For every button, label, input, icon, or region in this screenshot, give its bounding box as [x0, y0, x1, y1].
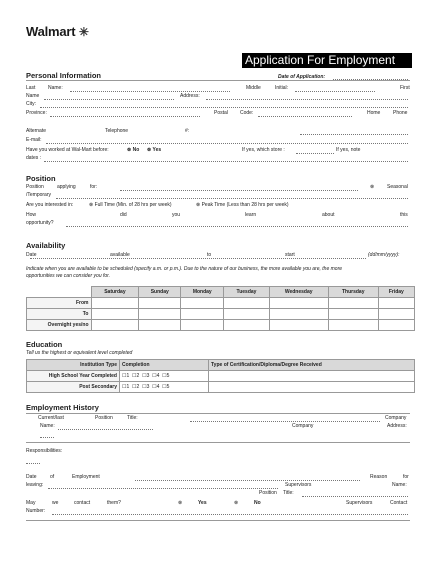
how-label: How — [26, 212, 37, 218]
day-header: Wednesday — [269, 287, 328, 298]
seasonal-label: Seasonal — [387, 184, 408, 190]
cell-input[interactable] — [378, 320, 414, 331]
telephone-label: Telephone — [105, 128, 129, 134]
day-header: Thursday — [328, 287, 378, 298]
spark-icon: ✳ — [78, 25, 89, 39]
worked-before-no-option[interactable]: ⊗ No — [127, 147, 140, 153]
cell-input[interactable] — [269, 309, 328, 320]
cell-input[interactable] — [139, 320, 181, 331]
table-row — [27, 298, 415, 309]
completion-options[interactable]: ☐1 ☐2 ☐3 ☐4 ☐5 — [120, 371, 209, 382]
day-header: Saturday — [91, 287, 139, 298]
contact-yes-radio[interactable] — [178, 500, 182, 506]
cell-input[interactable] — [328, 320, 378, 331]
date-format-label: (dd/mm/yyyy): — [368, 252, 400, 258]
first-name-field[interactable] — [44, 99, 174, 100]
interested-label: Are you interested in: — [26, 202, 74, 208]
them-label: them? — [107, 500, 121, 506]
education-note: Tell us the highest or equivalent level completed — [26, 350, 133, 356]
radio-icon: ⊗ — [89, 202, 94, 208]
supervisors2-label: Supervisors — [346, 500, 373, 506]
about-label: about — [322, 212, 335, 218]
row-label: To — [27, 309, 92, 320]
divider — [26, 442, 410, 443]
home-label: Home — [367, 110, 381, 116]
supervisor-title-field[interactable] — [302, 496, 408, 497]
supervisors-label: Supervisors — [285, 482, 312, 488]
city-label: City: — [26, 101, 36, 107]
reason-label: Reason — [370, 474, 388, 480]
cell-input[interactable] — [181, 309, 224, 320]
postal-label: Postal — [214, 110, 228, 116]
radio-icon: ⊗ — [196, 202, 201, 208]
of-label: of — [50, 474, 55, 480]
cell-input[interactable] — [328, 309, 378, 320]
leaving-label: leaving: — [26, 482, 44, 488]
day-header: Sunday — [139, 287, 181, 298]
availability-heading: Availability — [26, 241, 66, 250]
empty-header — [27, 287, 92, 298]
date-of-application-label: Date of Application: — [278, 74, 326, 80]
peak-time-option[interactable]: ⊗ Peak Time (Less than 28 hrs per week) — [196, 202, 289, 208]
responsibilities-field[interactable] — [26, 463, 40, 464]
table-row — [27, 382, 415, 393]
institution-header: Institution Type — [27, 360, 120, 371]
divider — [26, 80, 410, 81]
which-store-label: If yes, which store : — [242, 147, 285, 153]
page-title: Application For Employment — [242, 53, 412, 68]
personal-info-heading: Personal Information — [26, 71, 102, 80]
postal-code-field[interactable] — [258, 116, 352, 117]
reason-leaving-field[interactable] — [48, 488, 278, 489]
opportunity-field[interactable] — [66, 226, 408, 227]
table-row — [27, 309, 415, 320]
certification-header: Type of Certification/Diploma/Degree Received — [209, 360, 415, 371]
cell-input[interactable] — [181, 298, 224, 309]
applying-label: applying — [57, 184, 76, 190]
table-row — [27, 371, 415, 382]
full-time-option[interactable]: ⊗ Full Time (Min. of 28 hrs per week) — [89, 202, 172, 208]
phone-label: Phone — [393, 110, 408, 116]
we-label: we — [52, 500, 59, 506]
address-field[interactable] — [206, 99, 408, 100]
row-label: Overnight yes/no — [27, 320, 92, 331]
contact-number-field[interactable] — [52, 514, 408, 515]
cell-input[interactable] — [378, 298, 414, 309]
table-row — [27, 360, 415, 371]
radio-icon: ⊗ — [178, 500, 183, 506]
dates-field[interactable] — [44, 161, 408, 162]
cell-input[interactable] — [224, 320, 269, 331]
completion-options[interactable]: ☐1 ☐2 ☐3 ☐4 ☐5 — [120, 382, 209, 393]
cell-input[interactable] — [139, 309, 181, 320]
which-store-field[interactable] — [296, 153, 334, 154]
cell-input[interactable] — [91, 320, 139, 331]
may-label: May — [26, 500, 36, 506]
seasonal-option[interactable] — [370, 184, 374, 190]
company-label: Company — [385, 415, 407, 421]
province-field[interactable] — [50, 116, 200, 117]
for-label: for — [403, 474, 409, 480]
this-label: this — [400, 212, 408, 218]
contact-no-radio[interactable] — [234, 500, 238, 506]
opportunity-label: opportunity? — [26, 220, 54, 226]
cell-input[interactable] — [209, 382, 415, 393]
position-title-field[interactable] — [190, 421, 380, 422]
cell-input[interactable] — [91, 298, 139, 309]
contact-label: contact — [74, 500, 91, 506]
row-label: From — [27, 298, 92, 309]
radio-icon: ⊗ — [127, 147, 132, 153]
middle-label: Middle — [246, 85, 261, 91]
for-label: for: — [90, 184, 98, 190]
position-label: Position — [95, 415, 113, 421]
city-field[interactable] — [40, 107, 408, 108]
company-address-field[interactable] — [40, 437, 54, 438]
address-label: Address: — [180, 93, 200, 99]
address-label: Address: — [387, 423, 407, 429]
education-heading: Education — [26, 340, 63, 349]
responsibilities-label: Responsibilities: — [26, 448, 63, 454]
cell-input[interactable] — [181, 320, 224, 331]
last-name-field[interactable] — [70, 91, 230, 92]
cell-input[interactable] — [209, 371, 415, 382]
contact2-label: Contact — [390, 500, 408, 506]
contact-yes-label: Yes — [198, 500, 207, 506]
row-label: Post Secondary — [27, 382, 120, 393]
walmart-logo: Walmart ✳ — [26, 24, 89, 39]
completion-header: Completion — [120, 360, 209, 371]
alternate-phone-field[interactable] — [300, 134, 408, 135]
radio-icon: ⊗ — [147, 147, 152, 153]
date-label: Date — [26, 252, 37, 258]
cell-input[interactable] — [224, 298, 269, 309]
availability-note-1: Indicate when you are available to be scheduled (specify a.m. or p.m.). Due to the nature of our business, the more available you are, the more — [26, 266, 343, 272]
cell-input[interactable] — [328, 298, 378, 309]
current-last-label: Current/last — [38, 415, 64, 421]
number-label: Number: — [26, 508, 46, 514]
worked-before-yes-option[interactable]: ⊗ Yes — [147, 147, 162, 153]
start-label: start — [285, 252, 295, 258]
availability-note-2: opportunities we can consider you for. — [26, 273, 111, 279]
contact-no-label: No — [254, 500, 261, 506]
day-header: Monday — [181, 287, 224, 298]
temporary-label: /Temporary — [26, 192, 52, 198]
worked-before-label: Have you worked at Wal-Mart before: — [26, 147, 109, 153]
email-label: E-mail: — [26, 137, 42, 143]
date-label: Date — [26, 474, 37, 480]
education-table — [26, 359, 415, 393]
cell-input[interactable] — [224, 309, 269, 320]
table-row — [27, 287, 415, 298]
title2-label: Title: — [283, 490, 294, 496]
you-label: you — [172, 212, 181, 218]
code-label: Code: — [240, 110, 254, 116]
cell-input[interactable] — [269, 320, 328, 331]
note-dates-label: If yes, note — [336, 147, 361, 153]
dates-label: dates : — [26, 155, 42, 161]
learn-label: learn — [245, 212, 257, 218]
day-header: Friday — [378, 287, 414, 298]
temporary-field[interactable] — [56, 198, 408, 199]
middle-initial-field[interactable] — [295, 91, 375, 92]
availability-table — [26, 286, 415, 331]
alternate-label: Alternate — [26, 128, 47, 134]
position-title-label: Position — [259, 490, 277, 496]
cell-input[interactable] — [91, 309, 139, 320]
supervisor-name-label: Name: — [392, 482, 407, 488]
cell-input[interactable] — [378, 309, 414, 320]
divider — [26, 520, 410, 521]
title-label: Title: — [127, 415, 138, 421]
radio-icon: ⊗ — [234, 500, 239, 506]
start-date-field[interactable] — [30, 258, 366, 259]
cell-input[interactable] — [269, 298, 328, 309]
radio-icon: ⊗ — [370, 184, 375, 190]
employment-dates-field[interactable] — [135, 480, 360, 481]
email-field[interactable] — [46, 143, 408, 144]
initial-label: Initial: — [275, 85, 289, 91]
to-label: to — [207, 252, 212, 258]
divider — [26, 413, 410, 414]
last-label: Last — [26, 85, 36, 91]
name-label: Name: — [40, 423, 55, 429]
did-label: did — [120, 212, 127, 218]
employment-label: Employment — [72, 474, 100, 480]
hash-label: #: — [185, 128, 190, 134]
position-label: Position — [26, 184, 44, 190]
province-label: Province: — [26, 110, 47, 116]
available-label: available — [110, 252, 130, 258]
company-name-field[interactable] — [58, 429, 153, 430]
position-field[interactable] — [120, 190, 358, 191]
row-label: High School Year Completed — [27, 371, 120, 382]
employment-history-heading: Employment History — [26, 403, 99, 412]
table-row — [27, 320, 415, 331]
cell-input[interactable] — [139, 298, 181, 309]
first-name-label: Name — [26, 93, 40, 99]
name-label: Name: — [48, 85, 63, 91]
day-header: Tuesday — [224, 287, 269, 298]
position-heading: Position — [26, 174, 56, 183]
company2-label: Company — [292, 423, 314, 429]
first-label: First — [400, 85, 410, 91]
